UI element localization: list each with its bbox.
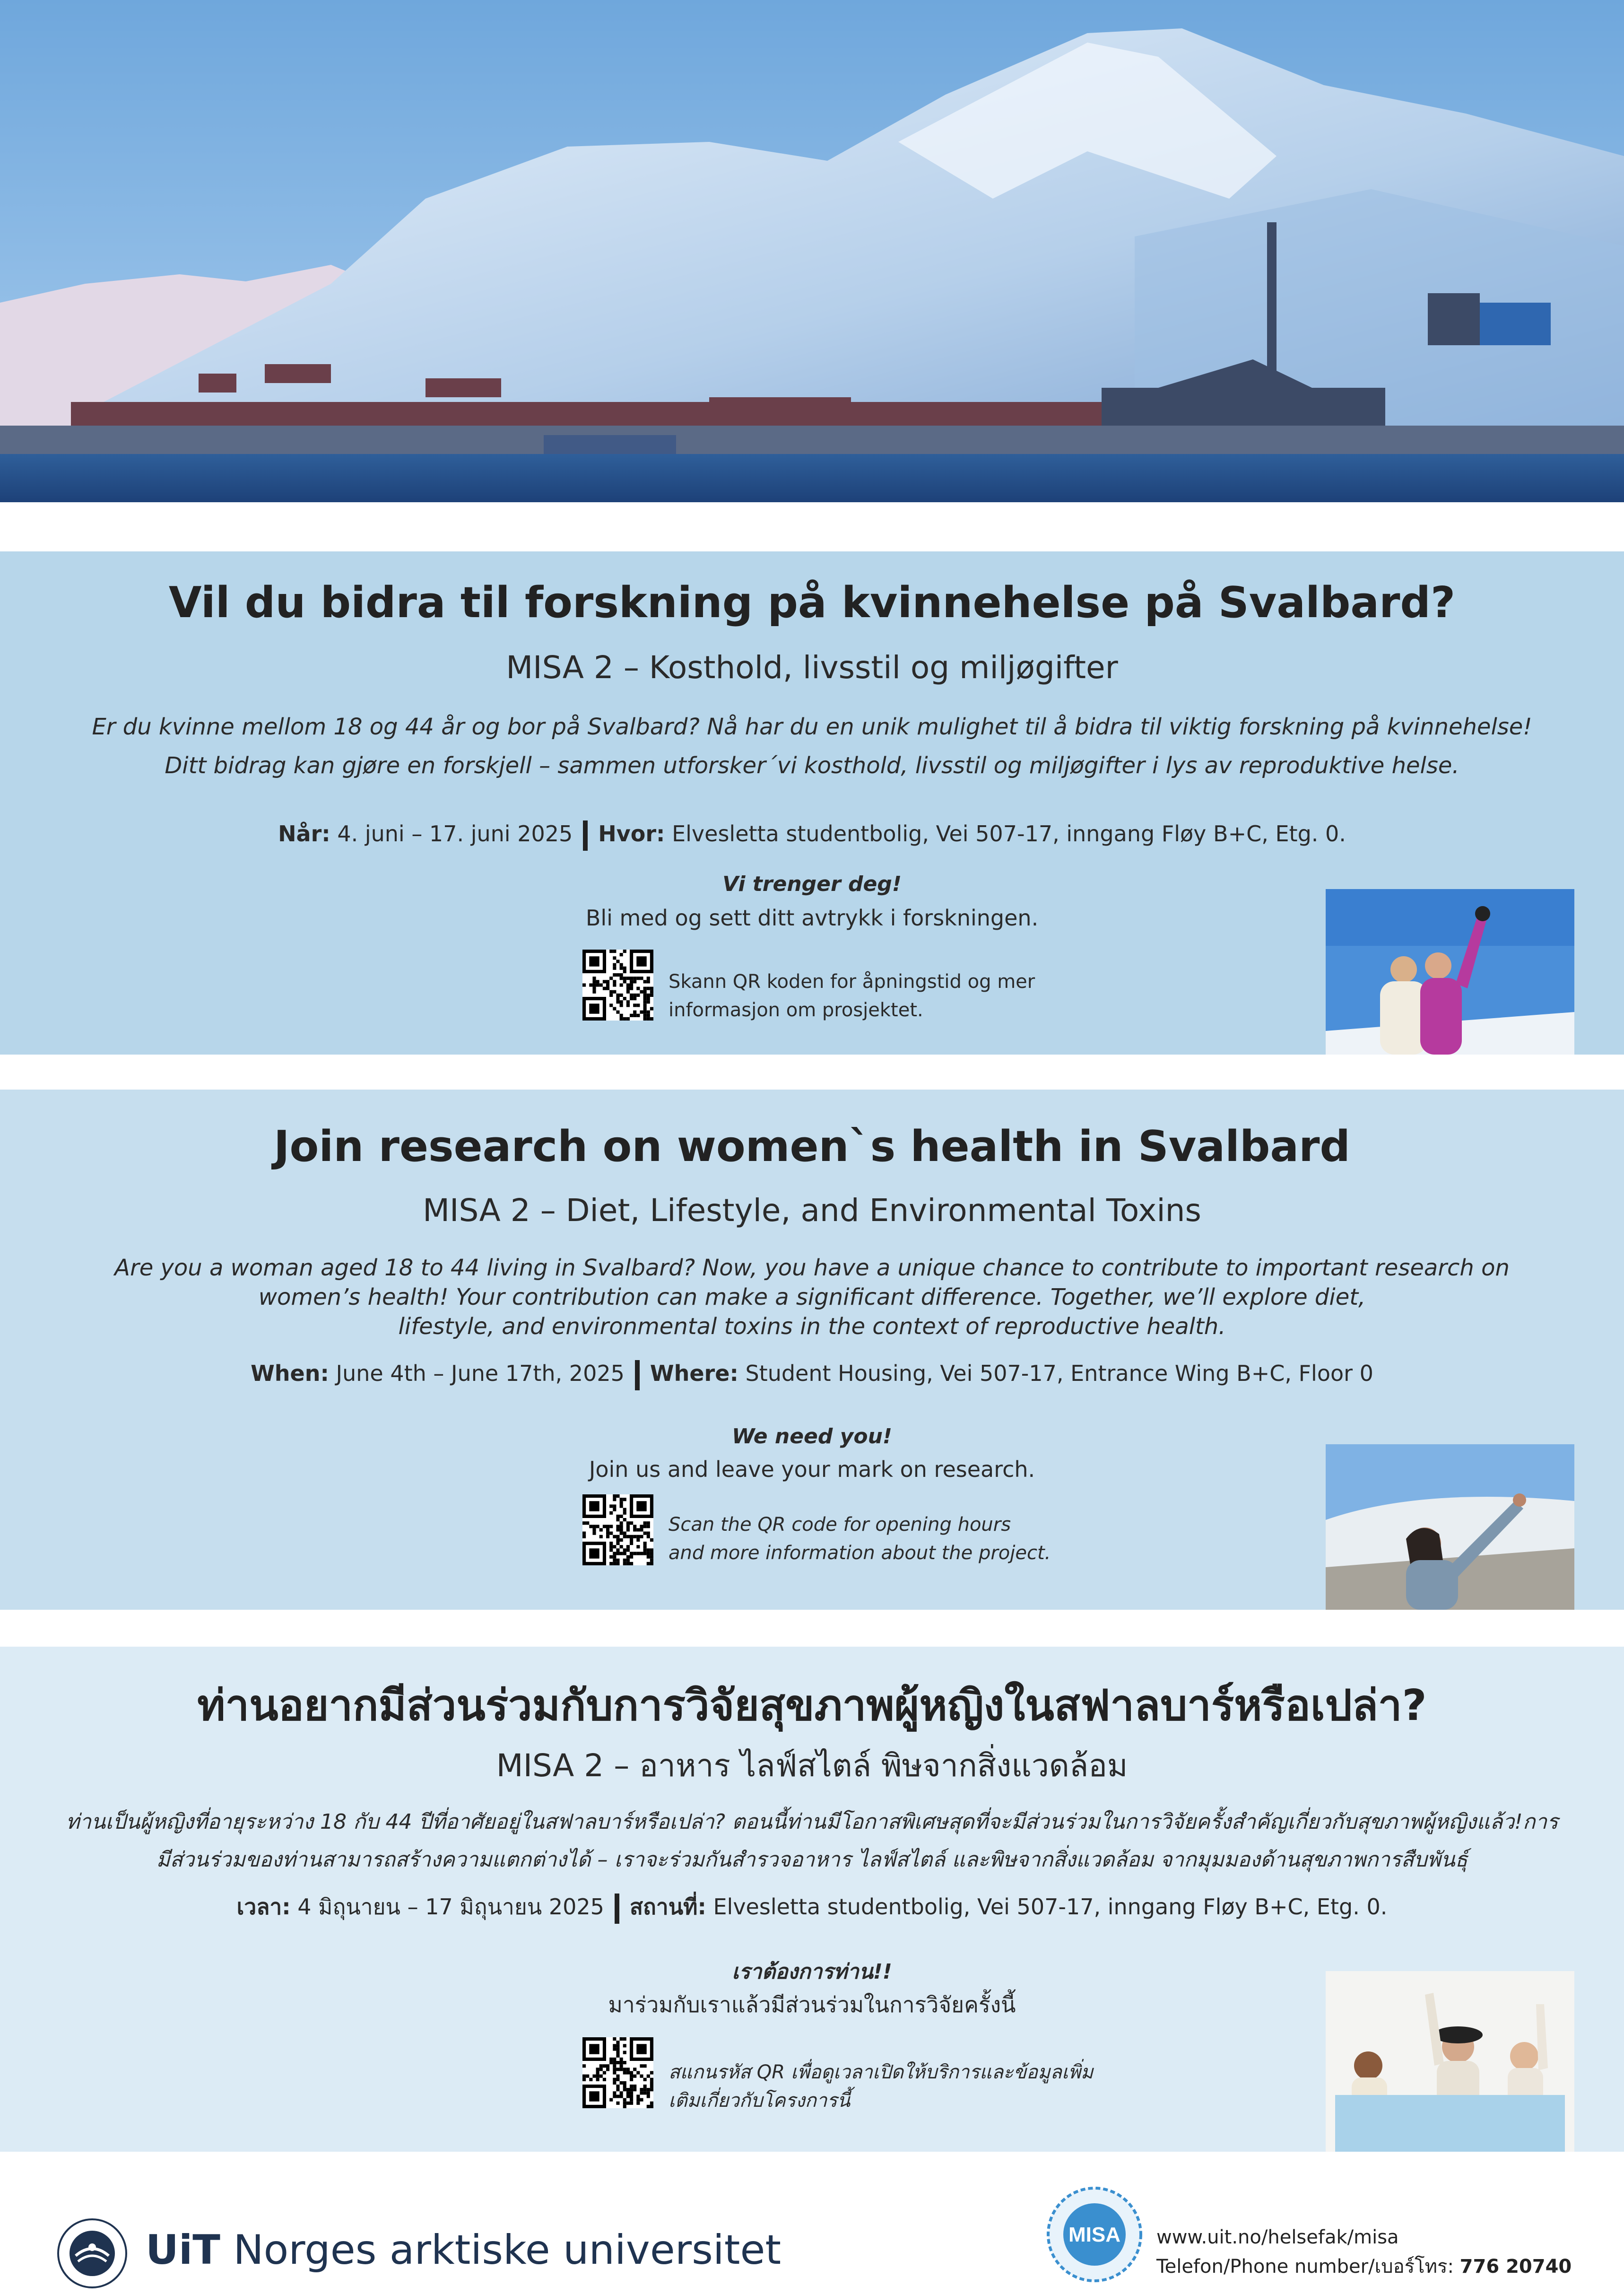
section-norwegian xyxy=(0,551,1624,1055)
intro-line-1: ท่านเป็นผู้หญิงที่อายุระหว่าง 18 กับ 44 ปีที่อาศัยอยู่ในสฟาลบาร์หรือเปล่า? ตอนนี้ท่านมีโอกาสพิเศษสุดที่จะมีส่วนร่วมในการวิจัยครั้งสำคัญเกี่ยวกับสุขภาพผู้หญิงแล้ว!การ xyxy=(66,1810,1558,1834)
join-text: Join us and leave your mark on research. xyxy=(589,1457,1035,1482)
when-value: June 4th – June 17th, 2025 xyxy=(336,1361,625,1386)
uit-full-name: Norges arktiske universitet xyxy=(233,2226,782,2274)
three-women-photo xyxy=(1326,1971,1574,2152)
phone-label: Telefon/Phone number/เบอร์โทร: xyxy=(1156,2256,1454,2278)
qr-text-line-2: informasjon om prosjektet. xyxy=(669,999,923,1021)
uit-abbreviation: UiT xyxy=(146,2226,220,2274)
section-title: ท่านอยากมีส่วนร่วมกับการวิจัยสุขภาพผู้หญิงในสฟาลบาร์หรือเปล่า? xyxy=(197,1681,1427,1730)
when-value: 4. juni – 17. juni 2025 xyxy=(337,821,573,846)
section-english xyxy=(0,1090,1624,1610)
intro-line-2: women’s health! Your contribution can make a significant difference. Together, we’ll explore diet, xyxy=(258,1284,1366,1310)
section-subtitle: MISA 2 – อาหาร ไลฟ์สไตล์ พิษจากสิ่งแวดล้อม xyxy=(496,1747,1128,1784)
intro-line-3: lifestyle, and environmental toxins in the context of reproductive health. xyxy=(398,1313,1226,1340)
call-to-action: เราต้องการท่าน!! xyxy=(732,1960,892,1984)
call-to-action: Vi trenger deg! xyxy=(722,872,902,896)
qr-code[interactable] xyxy=(582,950,653,1021)
website-link[interactable]: www.uit.no/helsefak/misa xyxy=(1156,2226,1399,2248)
hero-photo xyxy=(0,0,1624,502)
where-value: Elvesletta studentbolig, Vei 507-17, inngang Fløy B+C, Etg. 0. xyxy=(672,821,1346,846)
qr-code[interactable] xyxy=(582,2037,653,2108)
qr-code-icon xyxy=(582,1494,653,1565)
phone-line xyxy=(1156,2252,1572,2281)
qr-text-line-2: and more information about the project. xyxy=(669,1542,1051,1564)
details-separator xyxy=(635,1360,640,1390)
woman-in-snow-photo xyxy=(1326,1444,1574,1610)
qr-instructions xyxy=(669,2058,1093,2115)
section-title: Vil du bidra til forskning på kvinnehelse på Svalbard? xyxy=(168,578,1456,628)
qr-code-icon xyxy=(582,950,653,1021)
where-label: Where: xyxy=(650,1361,738,1386)
photo-three-women xyxy=(1326,1971,1574,2152)
intro-line-2: Ditt bidrag kan gjøre en forskjell – sammen utforsker´vi kosthold, livsstil og miljøgifter i lys av reproduktive helse. xyxy=(165,752,1459,779)
section-title: Join research on women`s health in Svalbard xyxy=(274,1122,1350,1171)
when-label: When: xyxy=(251,1361,329,1386)
section-subtitle: MISA 2 – Diet, Lifestyle, and Environmental Toxins xyxy=(423,1192,1201,1229)
uit-seal-logo xyxy=(57,2218,128,2289)
join-text: มาร่วมกับเราแล้วมีส่วนร่วมในการวิจัยครั้งนี้ xyxy=(608,1992,1016,2017)
photo-two-women xyxy=(1326,889,1574,1055)
qr-code-icon xyxy=(582,2037,653,2108)
misa-logo-text: MISA xyxy=(1068,2223,1120,2246)
photo-woman-snow xyxy=(1326,1444,1574,1610)
when-value: 4 มิถุนายน – 17 มิถุนายน 2025 xyxy=(297,1894,604,1920)
qr-instructions xyxy=(669,1510,1051,1567)
call-to-action: We need you! xyxy=(731,1424,892,1449)
two-women-photo xyxy=(1326,889,1574,1055)
svalbard-landscape-image xyxy=(0,0,1624,502)
event-details xyxy=(0,820,1624,851)
misa-logo-icon xyxy=(1045,2185,1144,2284)
qr-text-line-1: สแกนรหัส QR เพื่อดูเวลาเปิดให้บริการและข้อมูลเพิ่ม xyxy=(669,2061,1094,2083)
contact-info xyxy=(1156,2223,1572,2281)
section-subtitle: MISA 2 – Kosthold, livsstil og miljøgifter xyxy=(506,649,1118,686)
when-label: Når: xyxy=(278,821,330,846)
misa-logo xyxy=(1045,2185,1144,2284)
intro-line-2: มีส่วนร่วมของท่านสามารถสร้างความแตกต่างได้ – เราจะร่วมกันสำรวจอาหาร ไลฟ์สไตล์ และพิษจากสิ่งแวดล้อม จากมุมมองด้านสุขภาพการสืบพันธุ์ xyxy=(156,1848,1468,1872)
university-name xyxy=(146,2226,781,2274)
qr-instructions xyxy=(669,968,1035,1024)
phone-number: 776 20740 xyxy=(1459,2256,1572,2278)
qr-text-line-1: Skann QR koden for åpningstid og mer xyxy=(669,971,1035,993)
when-label: เวลา: xyxy=(236,1894,291,1920)
intro-line-1: Er du kvinne mellom 18 og 44 år og bor på Svalbard? Nå har du en unik mulighet til å bidra til viktig forskning på kvinnehelse! xyxy=(92,714,1532,740)
qr-code[interactable] xyxy=(582,1494,653,1565)
intro-line-1: Are you a woman aged 18 to 44 living in Svalbard? Now, you have a unique chance to contribute to important research on xyxy=(114,1255,1510,1281)
qr-text-line-2: เติมเกี่ยวกับโครงการนี้ xyxy=(669,2090,851,2112)
qr-text-line-1: Scan the QR code for opening hours xyxy=(669,1514,1011,1536)
event-details xyxy=(0,1893,1624,1924)
where-value: Elvesletta studentbolig, Vei 507-17, inngang Fløy B+C, Etg. 0. xyxy=(713,1894,1388,1920)
where-label: Hvor: xyxy=(598,821,665,846)
event-details xyxy=(0,1359,1624,1390)
uit-seal-icon xyxy=(57,2218,128,2289)
join-text: Bli med og sett ditt avtrykk i forskningen. xyxy=(585,905,1039,931)
section-thai xyxy=(0,1647,1624,2152)
where-label: สถานที่: xyxy=(629,1894,706,1920)
details-separator xyxy=(615,1894,619,1924)
details-separator xyxy=(583,820,588,851)
where-value: Student Housing, Vei 507-17, Entrance Wing B+C, Floor 0 xyxy=(745,1361,1373,1386)
